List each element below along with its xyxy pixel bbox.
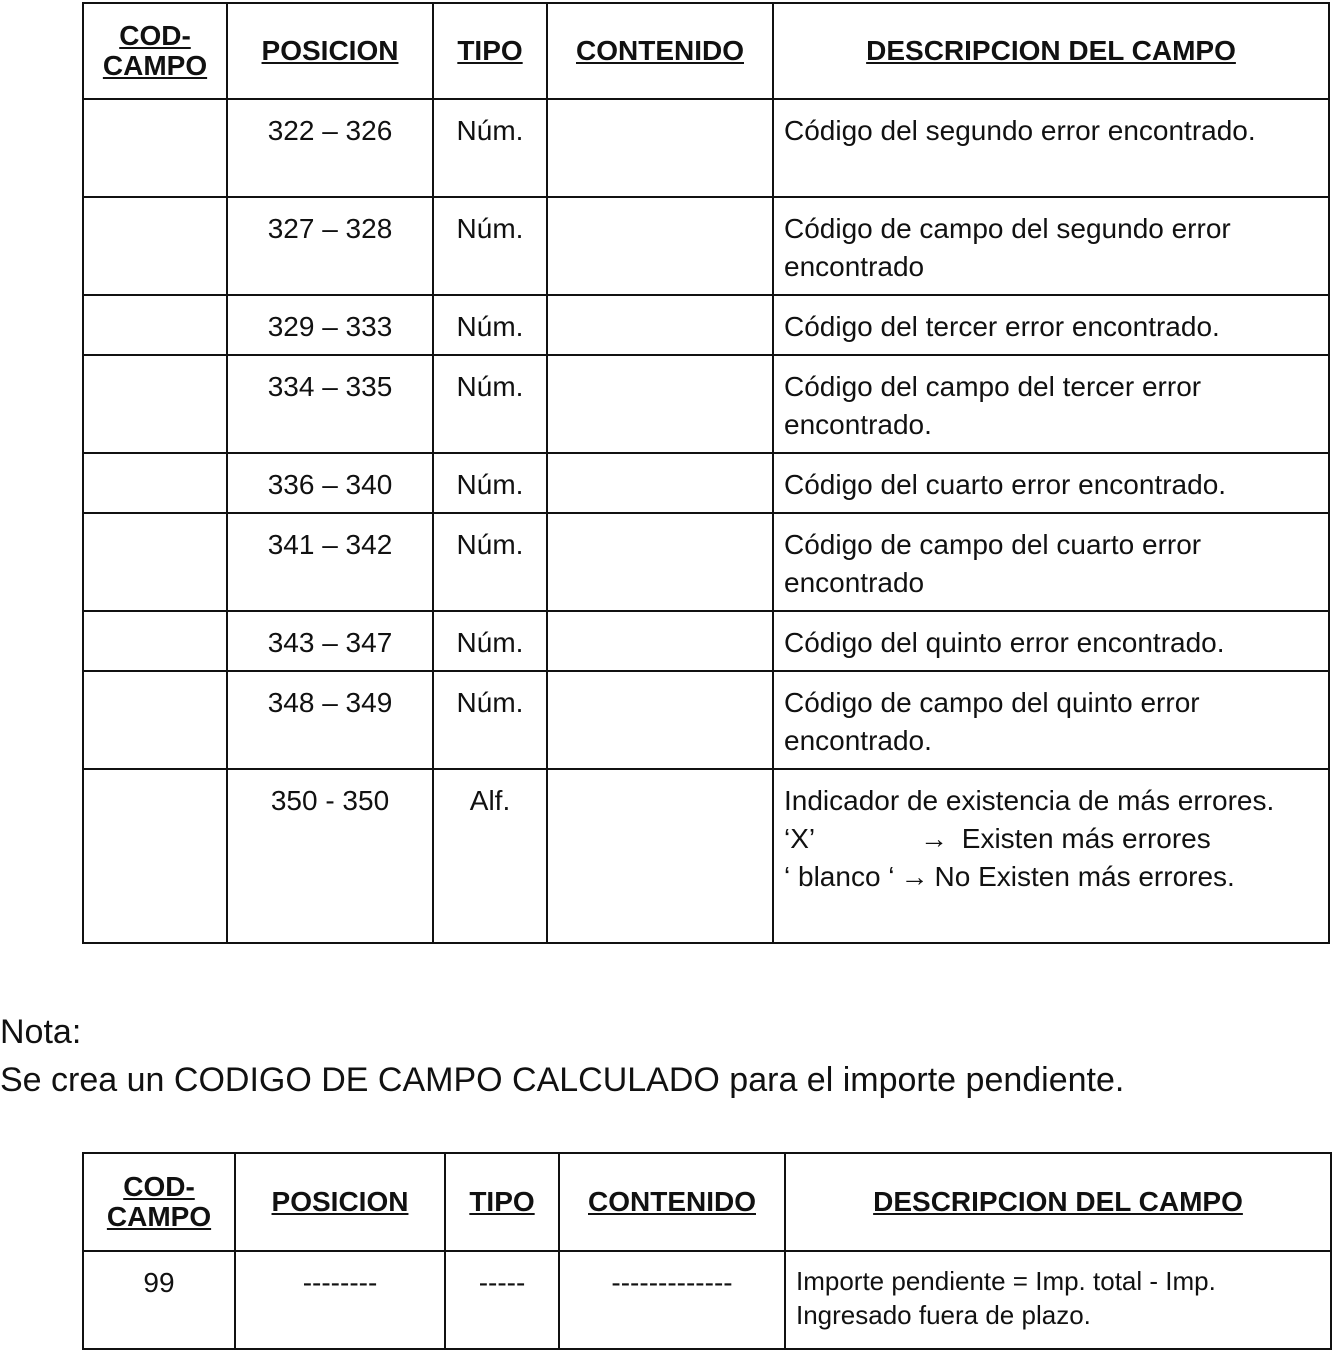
cell-tipo: Núm. — [433, 611, 547, 671]
cell-posicion: 341 – 342 — [227, 513, 433, 611]
cell-cod — [83, 611, 227, 671]
table-row — [83, 611, 1329, 671]
cell-cod — [83, 295, 227, 355]
cell-descripcion — [773, 769, 1329, 943]
table-row — [83, 453, 1329, 513]
indicator-option-x: ‘X’ → Existen más errores — [784, 820, 1318, 858]
arrow-right-icon: → — [900, 861, 929, 892]
cell-cod — [83, 671, 227, 769]
header-cod-campo: COD- CAMPO — [83, 1153, 235, 1251]
note-label: Nota: — [0, 1013, 82, 1051]
header-posicion: POSICION — [235, 1153, 445, 1251]
cell-posicion: 322 – 326 — [227, 99, 433, 197]
cell-tipo: Núm. — [433, 453, 547, 513]
cell-descripcion: Código de campo del segundo error encontrado — [773, 197, 1329, 295]
cell-descripcion: Código de campo del cuarto error encontrado — [773, 513, 1329, 611]
cell-posicion: 348 – 349 — [227, 671, 433, 769]
cell-tipo: Núm. — [433, 513, 547, 611]
cell-tipo: Núm. — [433, 295, 547, 355]
cell-contenido — [547, 197, 773, 295]
cell-posicion: 327 – 328 — [227, 197, 433, 295]
cell-descripcion: Código del quinto error encontrado. — [773, 611, 1329, 671]
cell-contenido — [547, 295, 773, 355]
table-row — [83, 99, 1329, 197]
table-row — [83, 355, 1329, 453]
cell-cod — [83, 99, 227, 197]
header-posicion: POSICION — [227, 3, 433, 99]
cell-posicion: 350 - 350 — [227, 769, 433, 943]
fields-table — [82, 2, 1330, 944]
cell-cod — [83, 453, 227, 513]
cell-tipo: Núm. — [433, 355, 547, 453]
cell-tipo: ----- — [445, 1251, 559, 1349]
table-row — [83, 513, 1329, 611]
cell-descripcion: Código de campo del quinto error encontrado. — [773, 671, 1329, 769]
cell-cod — [83, 769, 227, 943]
calculated-field-table — [82, 1152, 1332, 1350]
cell-descripcion: Código del tercer error encontrado. — [773, 295, 1329, 355]
note-text: Se crea un CODIGO DE CAMPO CALCULADO para el importe pendiente. — [0, 1061, 1125, 1099]
cell-contenido — [547, 453, 773, 513]
cell-descripcion: Importe pendiente = Imp. total - Imp. Ingresado fuera de plazo. — [785, 1251, 1331, 1349]
cell-tipo: Núm. — [433, 197, 547, 295]
table-row — [83, 197, 1329, 295]
cell-posicion: 329 – 333 — [227, 295, 433, 355]
cell-cod: 99 — [83, 1251, 235, 1349]
cell-descripcion: Código del segundo error encontrado. — [773, 99, 1329, 197]
cell-cod — [83, 355, 227, 453]
table-row — [83, 295, 1329, 355]
table-header-row — [83, 1153, 1331, 1251]
header-contenido: CONTENIDO — [559, 1153, 785, 1251]
table-row — [83, 769, 1329, 943]
header-descripcion: DESCRIPCION DEL CAMPO — [785, 1153, 1331, 1251]
cell-tipo: Núm. — [433, 671, 547, 769]
header-tipo: TIPO — [445, 1153, 559, 1251]
cell-contenido — [547, 769, 773, 943]
indicator-description: Indicador de existencia de más errores. — [784, 785, 1275, 816]
table-row — [83, 671, 1329, 769]
cell-contenido: ------------- — [559, 1251, 785, 1349]
cell-contenido — [547, 99, 773, 197]
header-cod-campo: COD- CAMPO — [83, 3, 227, 99]
table-row — [83, 1251, 1331, 1349]
cell-posicion: -------- — [235, 1251, 445, 1349]
cell-contenido — [547, 671, 773, 769]
header-descripcion: DESCRIPCION DEL CAMPO — [773, 3, 1329, 99]
cell-cod — [83, 197, 227, 295]
table-header-row — [83, 3, 1329, 99]
cell-posicion: 334 – 335 — [227, 355, 433, 453]
cell-tipo: Alf. — [433, 769, 547, 943]
header-tipo: TIPO — [433, 3, 547, 99]
indicator-option-blank: ‘ blanco ‘ → No Existen más errores. — [784, 858, 1318, 896]
cell-descripcion: Código del campo del tercer error encontrado. — [773, 355, 1329, 453]
cell-tipo: Núm. — [433, 99, 547, 197]
cell-posicion: 343 – 347 — [227, 611, 433, 671]
cell-descripcion: Código del cuarto error encontrado. — [773, 453, 1329, 513]
cell-contenido — [547, 355, 773, 453]
header-contenido: CONTENIDO — [547, 3, 773, 99]
cell-contenido — [547, 611, 773, 671]
arrow-right-icon: → — [920, 823, 948, 854]
cell-contenido — [547, 513, 773, 611]
cell-cod — [83, 513, 227, 611]
cell-posicion: 336 – 340 — [227, 453, 433, 513]
